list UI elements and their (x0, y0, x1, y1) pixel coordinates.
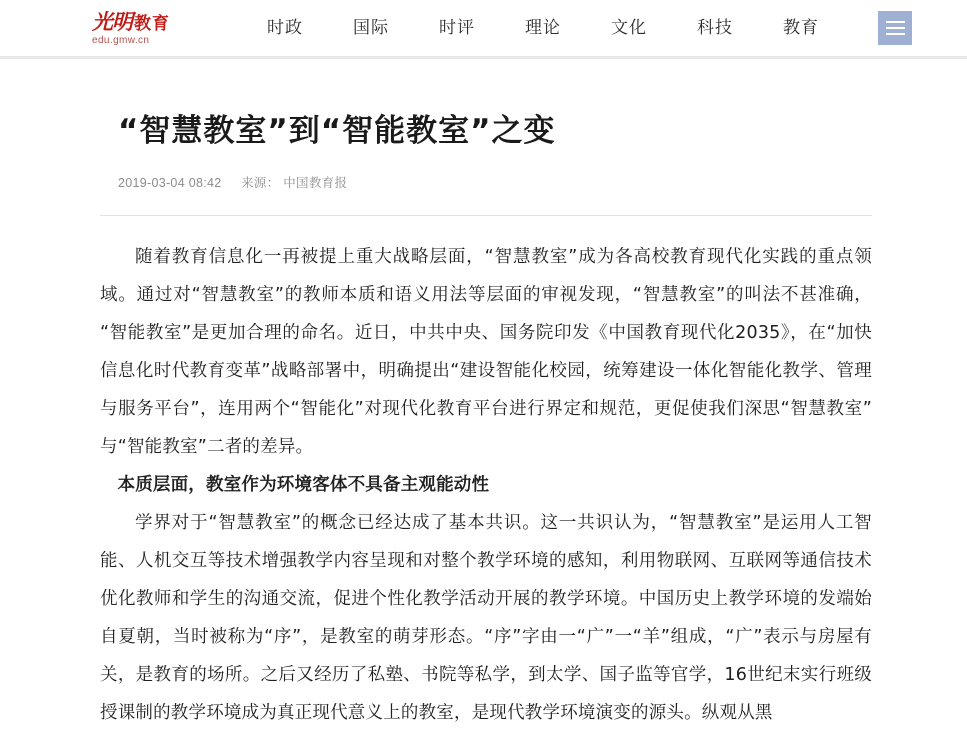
article-meta (118, 173, 872, 191)
logo-brand-section: 教育 (134, 13, 170, 33)
article-date: 2019-03-04 08:42 (118, 176, 222, 191)
page-title: “智慧教室”到“智能教室”之变 (118, 113, 556, 149)
article-container (0, 111, 967, 732)
article-subheading: 本质层面，教室作为环境客体不具备主观能动性 (117, 475, 490, 496)
site-logo[interactable] (0, 8, 200, 46)
main-navigation (242, 0, 912, 56)
nav-item-lilun[interactable]: 理论 (525, 18, 561, 37)
menu-bar-1 (886, 21, 905, 23)
nav-item-shizheng[interactable]: 时政 (267, 18, 303, 37)
menu-bar-3 (886, 33, 905, 35)
logo-brand-cn: 光明 (92, 8, 132, 34)
site-header (0, 0, 967, 59)
article-source-label: 来源： (241, 176, 280, 191)
menu-bar-2 (886, 27, 905, 29)
nav-item-jiaoyu[interactable]: 教育 (783, 18, 819, 37)
logo-text-row (92, 8, 200, 34)
article-paragraph: 随着教育信息化一再被提上重大战略层面，“智慧教室”成为各高校教育现代化实践的重点领域。通过对“智慧教室”的教师本质和语义用法等层面的审视发现，“智慧教室”的叫法不甚准确，“智能教室”是更加合理的命名。近日，中共中央、国务院印发《中国教育现代化2035》，在“加快信息化时代教育变革”战略部署中，明确提出“建设智能化校园，统筹建设一体化智能化教学、管理与服务平台”，连用两个“智能化”对现代化教育平台进行界定和规范，更促使我们深思“智慧教室”与“智能教室”二者的差异。 (100, 247, 872, 458)
article-paragraph: 学界对于“智慧教室”的概念已经达成了基本共识。这一共识认为，“智慧教室”是运用人工智能、人机交互等技术增强教学内容呈现和对整个教学环境的感知，利用物联网、互联网等通信技术优化教师和学生的沟通交流，促进个性化教学活动开展的教学环境。中国历史上教学环境的发端始自夏朝，当时被称为“序”，是教室的萌芽形态。“序”字由一“广”一“羊”组成，“广”表示与房屋有关，是教育的场所。之后又经历了私塾、书院等私学，到太学、国子监等官学，16世纪末实行班级授课制的教学环境成为真正现代意义上的教室，是现代教学环境演变的源头。纵观从黑 (100, 513, 872, 724)
article-body (100, 238, 872, 732)
article-source: 中国教育报 (283, 176, 348, 191)
nav-item-keji[interactable]: 科技 (697, 18, 733, 37)
nav-item-shiping[interactable]: 时评 (439, 18, 475, 37)
nav-item-guoji[interactable]: 国际 (353, 18, 389, 37)
hamburger-menu-icon[interactable] (878, 11, 912, 45)
nav-item-wenhua[interactable]: 文化 (611, 18, 647, 37)
title-divider (100, 215, 872, 216)
logo-url: edu.gmw.cn (92, 34, 150, 46)
